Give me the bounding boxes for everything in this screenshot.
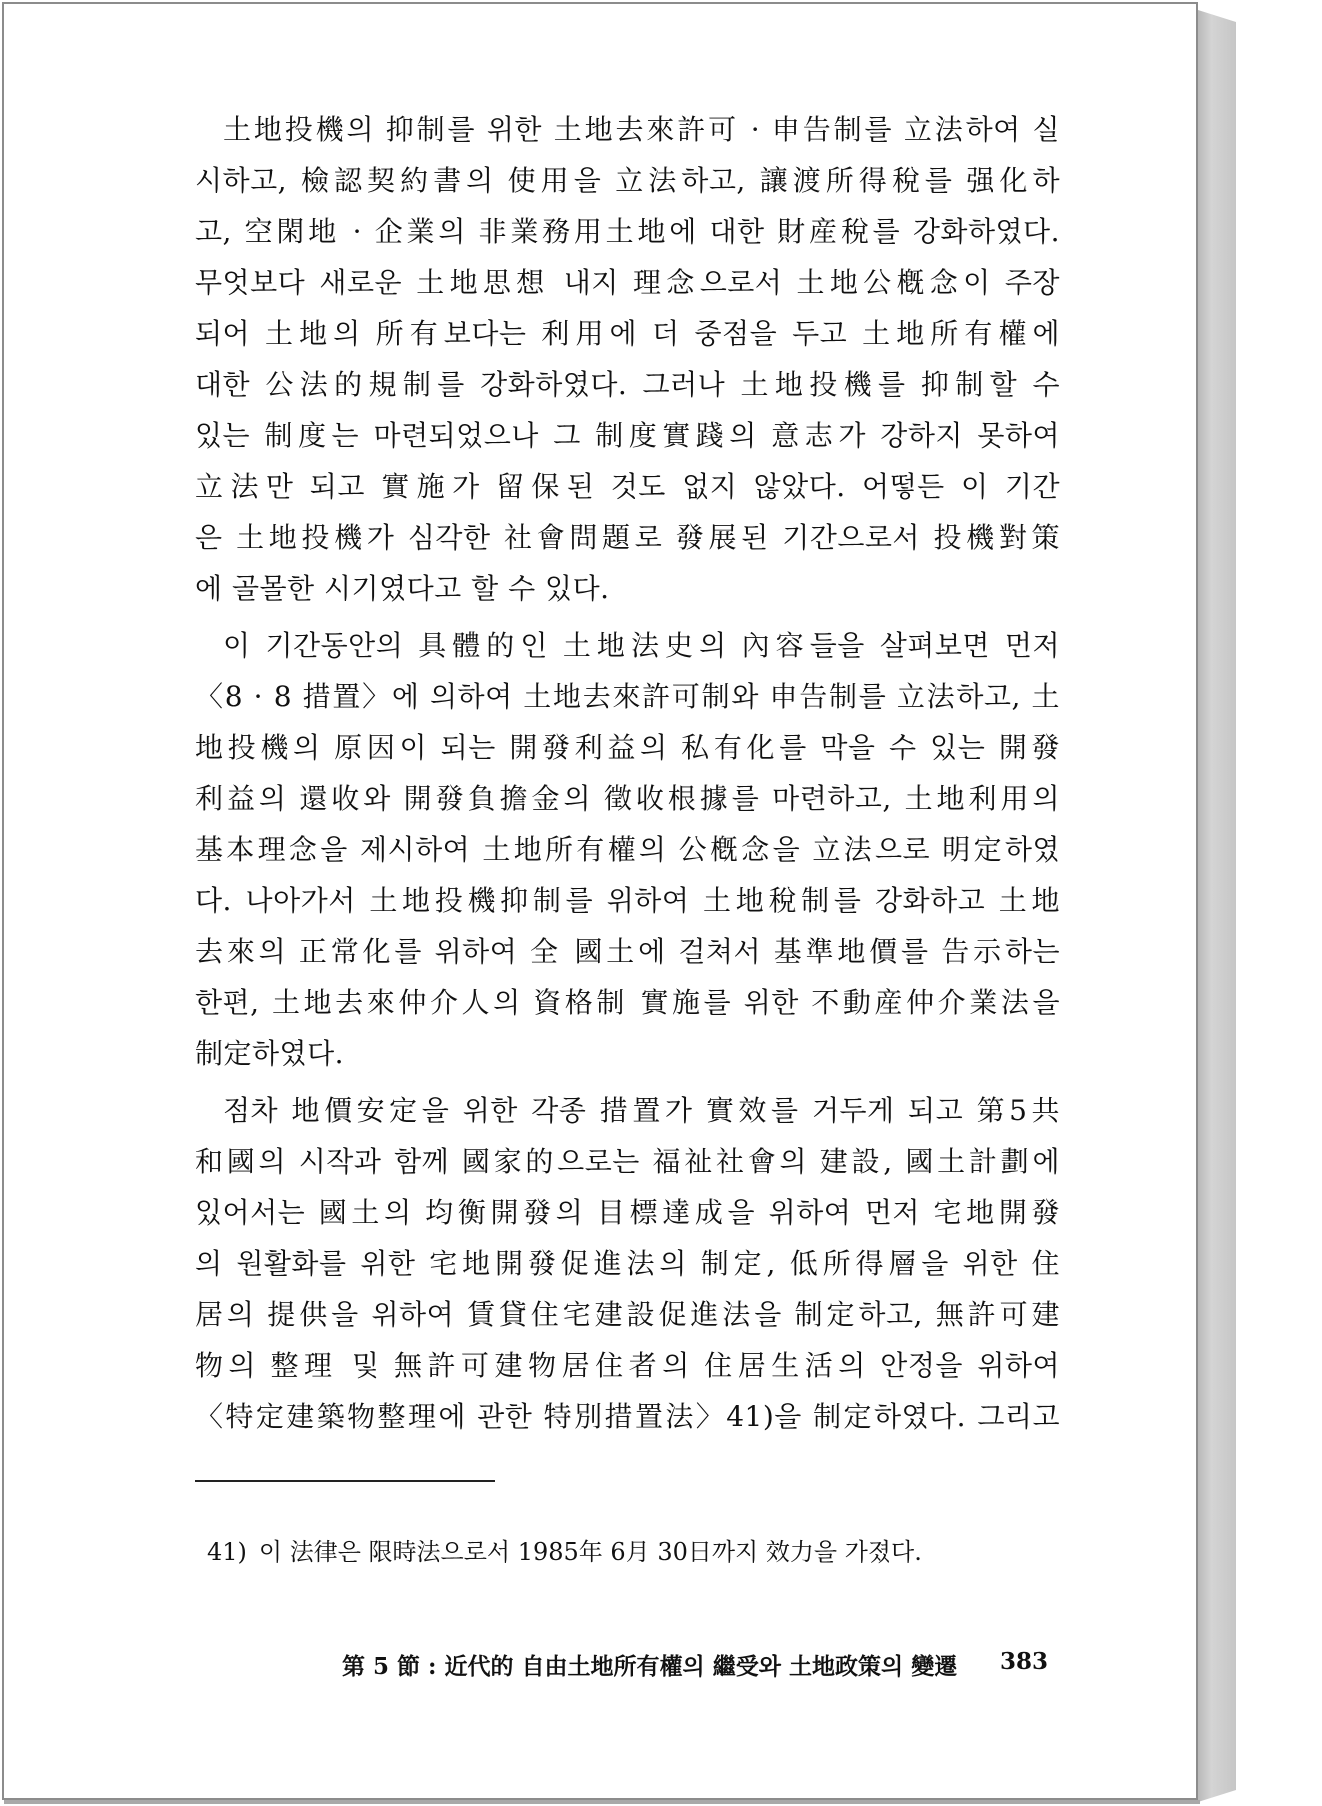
paragraph-1 [195, 104, 1060, 614]
text-line: 무엇보다 새로운 土地思想 내지 理念으로서 土地公槪念이 주장 [195, 266, 1060, 299]
body-text [195, 104, 1060, 1442]
text-line: 있어서는 國土의 均衡開發의 目標達成을 위하여 먼저 宅地開發 [195, 1196, 1060, 1229]
paragraph-2 [195, 620, 1060, 1079]
text-line: 〈8 · 8 措置〉에 의하여 土地去來許可制와 申告制를 立法하고, 土 [195, 680, 1060, 713]
text-line: 和國의 시작과 함께 國家的으로는 福祉社會의 建設, 國土計劃에 [195, 1145, 1060, 1178]
text-line: 에 골몰한 시기였다고 할 수 있다. [195, 572, 610, 605]
paragraph-3 [195, 1085, 1060, 1442]
text-line: 있는 制度는 마련되었으나 그 制度實踐의 意志가 강하지 못하여 [195, 419, 1060, 452]
text-line: 다. 나아가서 土地投機抑制를 위하여 土地稅制를 강화하고 土地 [195, 884, 1060, 917]
text-line: 去來의 正常化를 위하여 全 國土에 걸쳐서 基準地價를 告示하는 [195, 935, 1060, 968]
page-number: 383 [1000, 1648, 1049, 1675]
text-line: 되어 土地의 所有보다는 利用에 더 중점을 두고 土地所有權에 [195, 317, 1060, 350]
text-line: 土地投機의 抑制를 위한 土地去來許可 · 申告制를 立法하여 실 [223, 113, 1060, 146]
text-line: 立法만 되고 實施가 留保된 것도 없지 않았다. 어떻든 이 기간 [195, 470, 1060, 503]
text-line: 物의 整理 및 無許可建物居住者의 住居生活의 안정을 위하여 [195, 1349, 1060, 1382]
text-line: 의 원활화를 위한 宅地開發促進法의 制定, 低所得層을 위한 住 [195, 1247, 1060, 1280]
text-line: 基本理念을 제시하여 土地所有權의 公槪念을 立法으로 明定하였 [195, 833, 1060, 866]
text-line: 制定하였다. [195, 1037, 345, 1070]
text-line: 한편, 土地去來仲介人의 資格制 實施를 위한 不動産仲介業法을 [195, 986, 1060, 1019]
text-line: 居의 提供을 위하여 賃貸住宅建設促進法을 制定하고, 無許可建 [195, 1298, 1060, 1331]
text-line: 利益의 還收와 開發負擔金의 徵收根據를 마련하고, 土地利用의 [195, 782, 1060, 815]
footnote-text: 이 法律은 限時法으로서 1985年 6月 30日까지 效力을 가졌다. [258, 1538, 922, 1566]
page-edge-shadow [1198, 10, 1236, 1802]
footnote [207, 1532, 922, 1567]
page-bottom-shadow [4, 1800, 1200, 1804]
text-line: 시하고, 檢認契約書의 使用을 立法하고, 讓渡所得稅를 强化하 [195, 164, 1060, 197]
text-line: 고, 空閑地 · 企業의 非業務用土地에 대한 財産稅를 강화하였다. [195, 215, 1060, 248]
text-line: 대한 公法的規制를 강화하였다. 그러나 土地投機를 抑制할 수 [195, 368, 1060, 401]
text-line: 地投機의 原因이 되는 開發利益의 私有化를 막을 수 있는 開發 [195, 731, 1060, 764]
text-line: 이 기간동안의 具體的인 土地法史의 內容들을 살펴보면 먼저 [223, 629, 1060, 662]
footnote-divider [195, 1480, 495, 1482]
footnote-number: 41) [207, 1538, 247, 1566]
running-footer-title: 第 5 節 : 近代的 自由土地所有權의 繼受와 土地政策의 變遷 [342, 1653, 958, 1680]
text-line: 은 土地投機가 심각한 社會問題로 發展된 기간으로서 投機對策 [195, 521, 1060, 554]
text-line: 〈特定建築物整理에 관한 特別措置法〉41)을 制定하였다. 그리고 [195, 1400, 1060, 1433]
text-line: 점차 地價安定을 위한 각종 措置가 實效를 거두게 되고 第5共 [223, 1094, 1060, 1127]
